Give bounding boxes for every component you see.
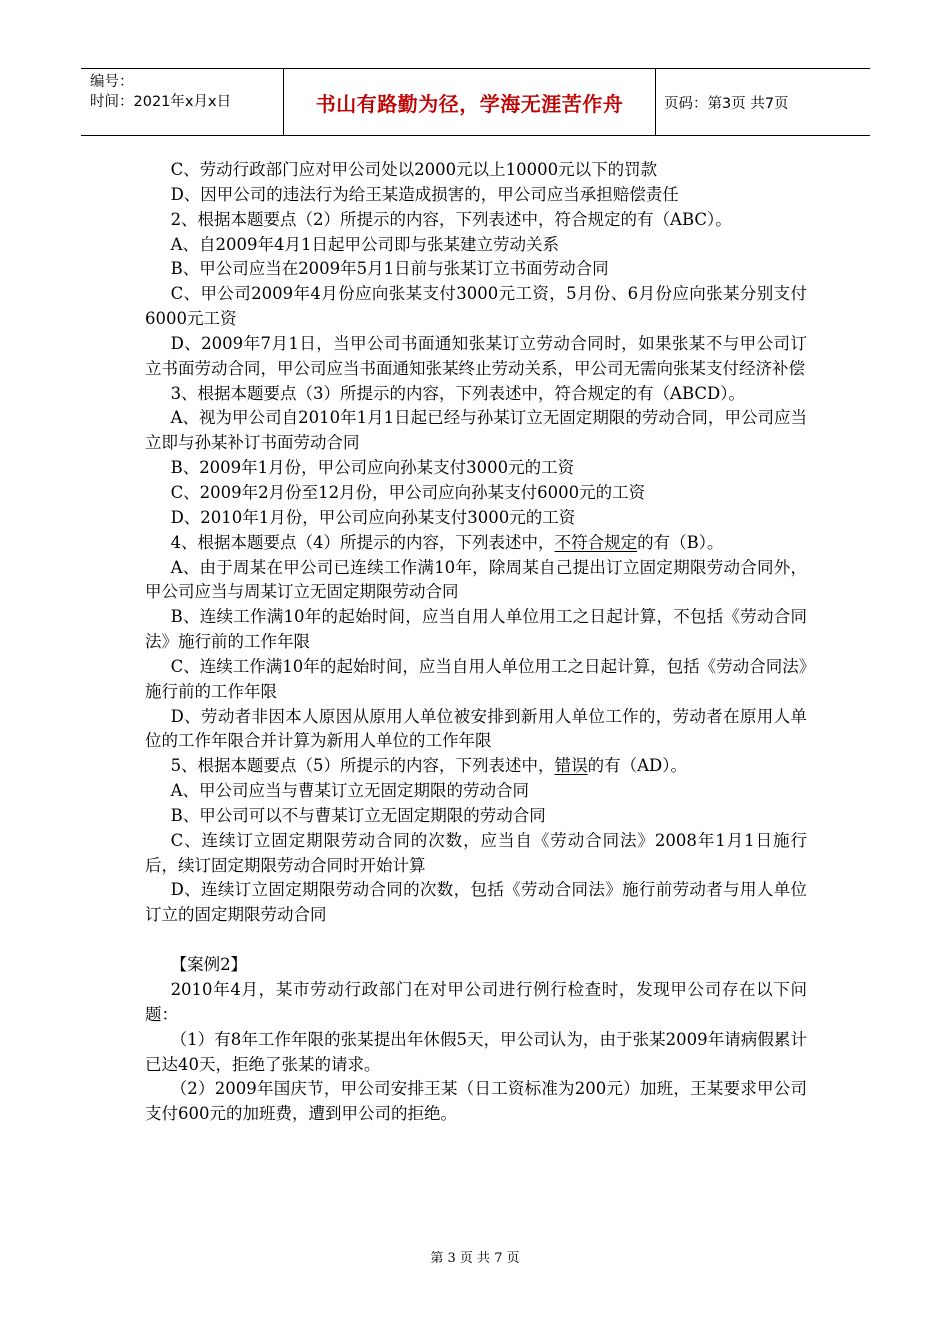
paragraph: （2）2009年国庆节，甲公司安排王某（日工资标准为200元）加班，王某要求甲公司支付600元的加班费，遭到甲公司的拒绝。	[145, 1079, 807, 1124]
paragraph: D、2010年1月份，甲公司应向孙某支付3000元的工资	[170, 507, 576, 527]
paragraph: A、自2009年4月1日起甲公司即与张某建立劳动关系	[170, 234, 559, 254]
paragraph: A、甲公司应当与曹某订立无固定期限的劳动合同	[170, 781, 529, 801]
paragraph	[145, 754, 807, 779]
header-meta	[81, 69, 284, 135]
paragraph: B、连续工作满10年的起始时间，应当自用人单位用工之日起计算，不包括《劳动合同法》施行前的工作年限	[145, 607, 807, 652]
paragraph: B、甲公司可以不与曹某订立无固定期限的劳动合同	[170, 805, 546, 825]
case-heading: 【案例2】	[170, 955, 248, 975]
text-run: 的有（B）。	[637, 532, 724, 552]
document-body	[145, 158, 807, 1127]
text-run: 5、根据本题要点（5）所提示的内容，下列表述中，	[170, 756, 555, 776]
paragraph	[145, 531, 807, 556]
underlined-text: 不符合规定	[554, 532, 638, 552]
header-motto: 书山有路勤为径，学海无涯苦作舟	[284, 69, 656, 135]
paragraph: C、劳动行政部门应对甲公司处以2000元以上10000元以下的罚款	[170, 160, 658, 179]
text-run: 的有（AD）。	[587, 756, 687, 776]
paragraph: 2、根据本题要点（2）所提示的内容，下列表述中，符合规定的有（ABC）。	[170, 209, 732, 229]
paragraph: C、连续工作满10年的起始时间，应当自用人单位用工之日起计算，包括《劳动合同法》施行前的工作年限	[145, 656, 807, 701]
paragraph: B、2009年1月份，甲公司应向孙某支付3000元的工资	[170, 458, 575, 478]
paragraph: C、连续订立固定期限劳动合同的次数，应当自《劳动合同法》2008年1月1日施行后，续订固定期限劳动合同时开始计算	[145, 830, 807, 875]
page-footer: 第 3 页 共 7 页	[430, 1251, 520, 1266]
paragraph: 2010年4月，某市劳动行政部门在对甲公司进行例行检查时，发现甲公司存在以下问题：	[145, 980, 807, 1024]
paragraph: 3、根据本题要点（3）所提示的内容，下列表述中，符合规定的有（ABCD）。	[170, 383, 746, 403]
header-number-label: 编号：	[90, 74, 134, 90]
header-time-label: 时间：2021年x月x日	[90, 94, 232, 110]
paragraph: B、甲公司应当在2009年5月1日前与张某订立书面劳动合同	[170, 259, 609, 279]
paragraph: D、因甲公司的违法行为给王某造成损害的，甲公司应当承担赔偿责任	[170, 184, 679, 204]
paragraph: （1）有8年工作年限的张某提出年休假5天，甲公司认为，由于张某2009年请病假累计已达40天，拒绝了张某的请求。	[145, 1029, 807, 1074]
page-header	[81, 68, 870, 136]
paragraph: C、甲公司2009年4月份应向张某支付3000元工资，5月份、6月份应向张某分别支付6000元工资	[145, 284, 807, 329]
paragraph: A、视为甲公司自2010年1月1日起已经与孙某订立无固定期限的劳动合同，甲公司应当立即与孙某补订书面劳动合同	[145, 408, 807, 453]
spacer	[145, 928, 807, 953]
text-run: 4、根据本题要点（4）所提示的内容，下列表述中，	[170, 532, 555, 552]
paragraph: D、2009年7月1日，当甲公司书面通知张某订立劳动合同时，如果张某不与甲公司订立书面劳动合同，甲公司应当书面通知张某终止劳动关系，甲公司无需向张某支付经济补偿	[145, 333, 807, 378]
underlined-text: 错误	[554, 756, 588, 776]
header-page-code: 页码：第3页 共7页	[664, 95, 789, 112]
paragraph: A、由于周某在甲公司已连续工作满10年，除周某自己提出订立固定期限劳动合同外，甲公司应当与周某订立无固定期限劳动合同	[145, 557, 807, 602]
paragraph: D、劳动者非因本人原因从原用人单位被安排到新用人单位工作的，劳动者在原用人单位的工作年限合并计算为新用人单位的工作年限	[145, 706, 807, 751]
paragraph: D、连续订立固定期限劳动合同的次数，包括《劳动合同法》施行前劳动者与用人单位订立的固定期限劳动合同	[145, 880, 807, 925]
paragraph: C、2009年2月份至12月份，甲公司应向孙某支付6000元的工资	[170, 482, 646, 502]
